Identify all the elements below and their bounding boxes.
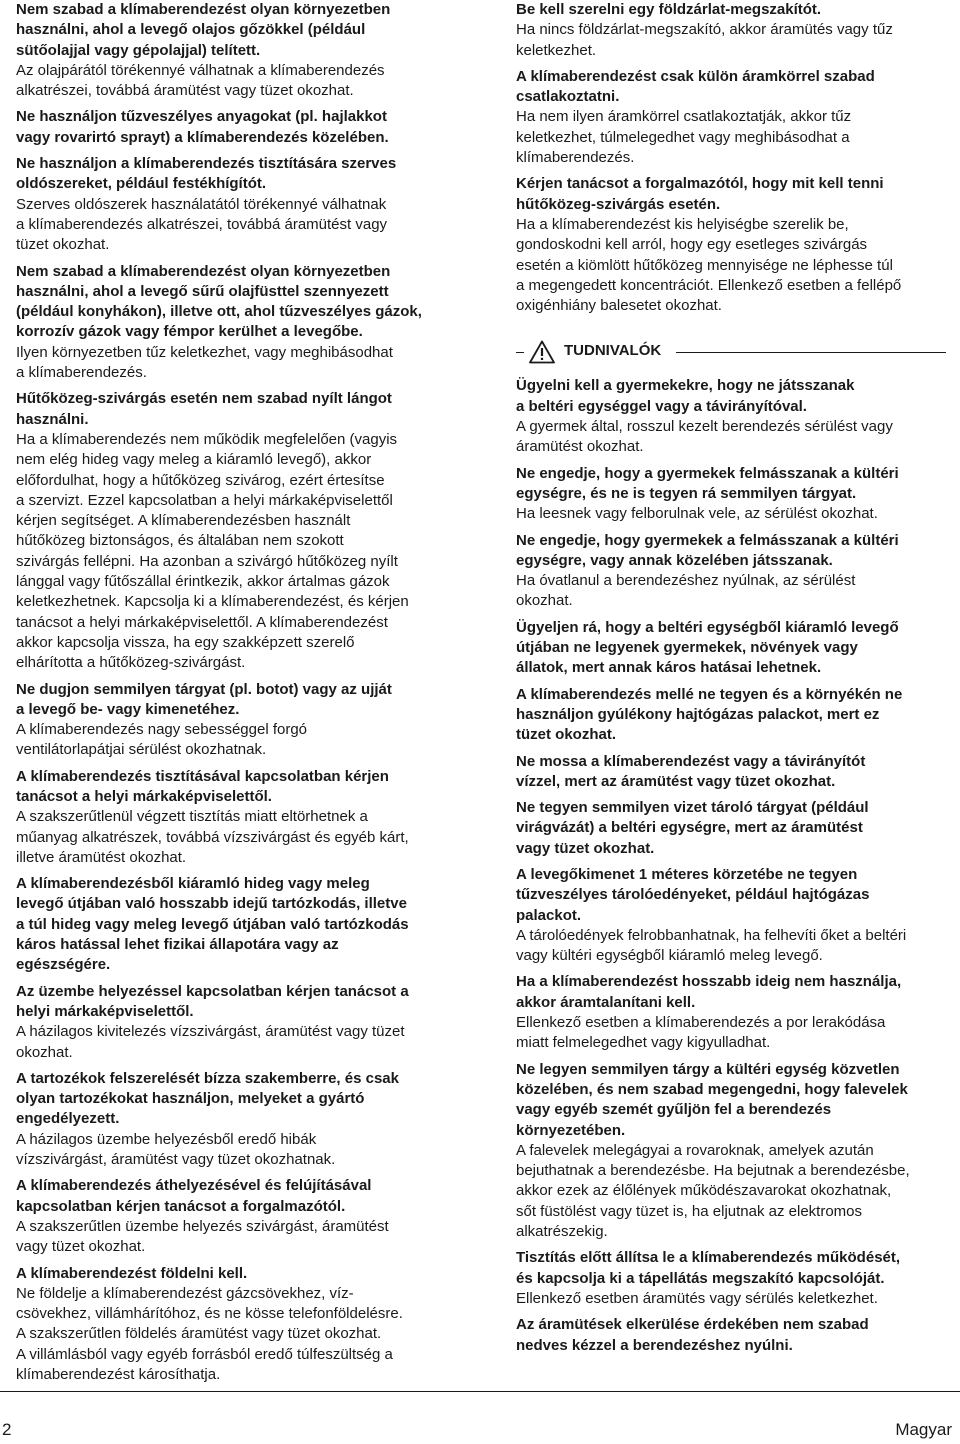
warning-body: Ha óvatlanul a berendezéshez nyúlnak, az sérülést okozhat. <box>516 572 856 610</box>
warning-item <box>16 982 458 1063</box>
warning-body: Az olajpárától törékennyé válhatnak a klímaberendezés alkatrészei, továbbá áramütést vagy tüzet okozhat. <box>16 61 385 100</box>
warning-body: Ha nem ilyen áramkörrel csatlakoztatják, akkor tűz keletkezhet, túlmelegedhet vagy meghibásodhat a klímaberendezés. <box>516 108 852 167</box>
right-warning-list <box>516 0 946 316</box>
warning-item <box>516 1248 946 1309</box>
warning-body: Ne földelje a klímaberendezést gázcsövekhez, víz- csövekhez, villámhárítóhoz, és ne kösse telefonföldelésre. A szakszerűtlen földelés áramütést vagy tüzet okozhat. A villámlásból vagy egyéb forrásból eredő túlfeszültség a klímaberendezést károsíthatja. <box>16 1284 403 1383</box>
footer-divider <box>0 1391 960 1392</box>
right-column <box>516 0 946 1362</box>
warning-item <box>16 0 458 101</box>
warning-item <box>16 1176 458 1257</box>
language-label: Magyar <box>895 1420 952 1439</box>
warning-heading: A klímaberendezés áthelyezésével és felújításával kapcsolatban kérjen tanácsot a forgalmazótól. <box>16 1177 372 1215</box>
warning-item <box>516 865 946 966</box>
warning-body: Ellenkező esetben áramütés vagy sérülés keletkezhet. <box>516 1289 878 1307</box>
warning-body: Ellenkező esetben a klímaberendezés a por lerakódása miatt felmelegedhet vagy kigyulladhat. <box>516 1014 886 1052</box>
warning-body: A szakszerűtlenül végzett tisztítás miatt eltörhetnek a műanyag alkatrészek, továbbá vízszivárgást és egyéb kárt, illetve áramütést okozhat. <box>16 808 409 866</box>
warning-heading: Tisztítás előtt állítsa le a klímaberendezés működését, és kapcsolja ki a tápellátás megszakító kapcsolóját. <box>516 1249 901 1287</box>
page-number: 2 <box>2 1420 12 1439</box>
warning-heading: Az áramütések elkerülése érdekében nem szabad nedves kézzel a berendezéshez nyúlni. <box>516 1316 869 1354</box>
warning-item <box>16 262 458 384</box>
warning-body: A házilagos üzembe helyezésből eredő hibák vízszivárgást, áramütést vagy tüzet okozhatnak. <box>16 1130 336 1169</box>
warning-item <box>516 972 946 1053</box>
warning-heading: A klímaberendezésből kiáramló hideg vagy meleg levegő útjában való hosszabb idejű tartózkodás, illetve a túl hideg vagy meleg levegő útjában való tartózkodás káros hatással lehet fizikai állapotára vagy az egészségére. <box>16 875 409 974</box>
warning-item <box>516 464 946 525</box>
warning-heading: Nem szabad a klímaberendezést olyan környezetben használni, ahol a levegő olajos gőzökkel (például sütőolajjal vagy gépolajjal) telített. <box>16 1 391 59</box>
warning-body: Ha a klímaberendezés nem működik megfelelően (vagyis nem elég hideg vagy meleg a kiáramló levegő), akkor előfordulhat, hogy a hűtőközeg szivárog, ezért értesítse a szervizt. Ezzel kapcsolatban a helyi márkaképviselettől kérjen segítséget. A klímaberendezésben használt hűtőközeg biztonságos, és általában nem szokott szivárgás fellépni. Ha azonban a szivárgó hűtőközeg nyílt lánggal vagy fűtőszállal érintkezik, akkor ártalmas gázok keletkezhetnek. Kapcsolja ki a klímaberendezést, és kérjen tanácsot a helyi márkaképviselettől. A klímaberendezést akkor kapcsolja vissza, ha egy szakképzett szerelő elhárította a hűtőközeg-szivárgást. <box>16 430 409 672</box>
warning-item <box>16 874 458 975</box>
notice-header <box>516 338 946 368</box>
left-warning-list <box>16 0 458 1385</box>
warning-item <box>16 107 458 148</box>
warning-item <box>16 389 458 673</box>
warning-heading: Be kell szerelni egy földzárlat-megszakítót. <box>516 1 822 18</box>
warning-heading: A klímaberendezés tisztításával kapcsolatban kérjen tanácsot a helyi márkaképviselettől. <box>16 767 389 805</box>
warning-heading: Ne mossa a klímaberendezést vagy a távirányítót vízzel, mert az áramütést vagy tüzet okozhat. <box>516 752 866 790</box>
warning-heading: Kérjen tanácsot a forgalmazótól, hogy mit kell tenni hűtőközeg-szivárgás esetén. <box>516 175 884 213</box>
warning-item <box>516 174 946 316</box>
warning-heading: Ügyeljen rá, hogy a beltéri egységből kiáramló levegő útjában ne legyenek gyermekek, növények vagy állatok, mert annak káros hatásai lehetnek. <box>516 618 899 677</box>
warning-item <box>16 1264 458 1386</box>
warning-heading: Ne legyen semmilyen tárgy a kültéri egység közvetlen közelében, és nem szabad megengedni, hogy falevelek vagy egyéb szemét gyűljön fel a berendezés környezetében. <box>516 1060 908 1139</box>
warning-heading: A klímaberendezést földelni kell. <box>16 1264 248 1282</box>
left-column <box>16 0 458 1391</box>
warning-item <box>516 618 946 679</box>
warning-heading: A levegőkimenet 1 méteres körzetébe ne tegyen tűzveszélyes tárolóedényeket, például hajtógázas palackot. <box>516 865 870 924</box>
warning-heading: Ne engedje, hogy a gyermekek felmásszanak a kültéri egységre, és ne is tegyen rá semmilyen tárgyat. <box>516 464 899 502</box>
warning-item <box>516 685 946 746</box>
warning-item <box>16 154 458 255</box>
warning-item <box>516 1060 946 1243</box>
warning-item <box>516 376 946 457</box>
warning-heading: Ne használjon a klímaberendezés tisztítására szerves oldószereket, például festékhígítót. <box>16 155 397 193</box>
warning-heading: A klímaberendezés mellé ne tegyen és a környékén ne használjon gyúlékony hajtógázas palackot, mert ez tüzet okozhat. <box>516 685 903 744</box>
caution-list <box>516 376 946 1355</box>
divider <box>676 352 946 353</box>
warning-triangle-icon <box>529 340 555 364</box>
warning-body: Ha leesnek vagy felborulnak vele, az sérülést okozhat. <box>516 505 878 523</box>
warning-body: A klímaberendezés nagy sebességgel forgó ventilátorlapátjai sérülést okozhatnak. <box>16 721 308 759</box>
warning-heading: Az üzembe helyezéssel kapcsolatban kérjen tanácsot a helyi márkaképviselettől. <box>16 982 409 1020</box>
notice-title: TUDNIVALÓK <box>564 342 662 360</box>
warning-body: A falevelek melegágyai a rovaroknak, amelyek azután bejuthatnak a berendezésbe. Ha bejutnak a berendezésbe, akkor ezek az élőlények működészavarokat okozhatnak, sőt füstölést vagy tüzet is, ha eljutnak az elektromos alkatrészekig. <box>516 1141 910 1241</box>
warning-body: Ilyen környezetben tűz keletkezhet, vagy meghibásodhat a klímaberendezés. <box>16 343 393 382</box>
warning-item <box>516 0 946 61</box>
warning-body: Szerves oldószerek használatától törékennyé válhatnak a klímaberendezés alkatrészei, továbbá áramütést vagy tüzet okozhat. <box>16 195 388 254</box>
warning-heading: Ügyelni kell a gyermekekre, hogy ne játsszanak a beltéri egységgel vagy a távirányítóval. <box>516 377 855 415</box>
warning-heading: Nem szabad a klímaberendezést olyan környezetben használni, ahol a levegő sűrű olajfüsttel szennyezett (például konyhákon), illetve ott, ahol tűzveszélyes gázok, korrozív gázok vagy fémpor kerülhet a levegőbe. <box>16 262 422 341</box>
warning-body: A szakszerűtlen üzembe helyezés szivárgást, áramütést vagy tüzet okozhat. <box>16 1217 389 1256</box>
warning-heading: Ha a klímaberendezést hosszabb ideig nem használja, akkor áramtalanítani kell. <box>516 973 902 1011</box>
warning-heading: A tartozékok felszerelését bízza szakemberre, és csak olyan tartozékokat használjon, melyeket a gyártó engedélyezett. <box>16 1069 399 1128</box>
warning-heading: Hűtőközeg-szivárgás esetén nem szabad nyílt lángot használni. <box>16 390 392 428</box>
warning-item <box>516 531 946 612</box>
warning-item <box>516 67 946 168</box>
warning-body: A tárolóedények felrobbanhatnak, ha felhevíti őket a beltéri vagy kültéri egységből kiáramló meleg levegő. <box>516 926 907 965</box>
warning-heading: Ne dugjon semmilyen tárgyat (pl. botot) vagy az ujját a levegő be- vagy kimenetéhez. <box>16 680 392 718</box>
warning-body: A házilagos kivitelezés vízszivárgást, áramütést vagy tüzet okozhat. <box>16 1023 405 1061</box>
warning-heading: Ne használjon tűzveszélyes anyagokat (pl. hajlakkot vagy rovarirtó sprayt) a klímaberendezés közelében. <box>16 108 389 146</box>
warning-item <box>516 798 946 859</box>
divider <box>516 352 524 353</box>
warning-body: Ha nincs földzárlat-megszakító, akkor áramütés vagy tűz keletkezhet. <box>516 21 893 59</box>
warning-item <box>16 1069 458 1170</box>
warning-body: A gyermek által, rosszul kezelt berendezés sérülést vagy áramütést okozhat. <box>516 418 893 456</box>
warning-item <box>516 1315 946 1356</box>
warning-item <box>16 767 458 868</box>
warning-heading: A klímaberendezést csak külön áramkörrel szabad csatlakoztatni. <box>516 67 875 106</box>
warning-heading: Ne tegyen semmilyen vizet tároló tárgyat (például virágvázát) a beltéri egységre, mert az áramütést vagy tüzet okozhat. <box>516 799 869 857</box>
warning-item <box>16 680 458 761</box>
warning-heading: Ne engedje, hogy gyermekek a felmásszanak a kültéri egységre, vagy annak közelében játsszanak. <box>516 531 899 569</box>
warning-body: Ha a klímaberendezést kis helyiségbe szerelik be, gondoskodni kell arról, hogy egy esetleges szivárgás esetén a kiömlött hűtőközeg mennyisége ne léphesse túl a megengedett koncentrációt. Ellenkező esetben a fellépő oxigénhiány balesetet okozhat. <box>516 215 902 315</box>
warning-item <box>516 752 946 793</box>
